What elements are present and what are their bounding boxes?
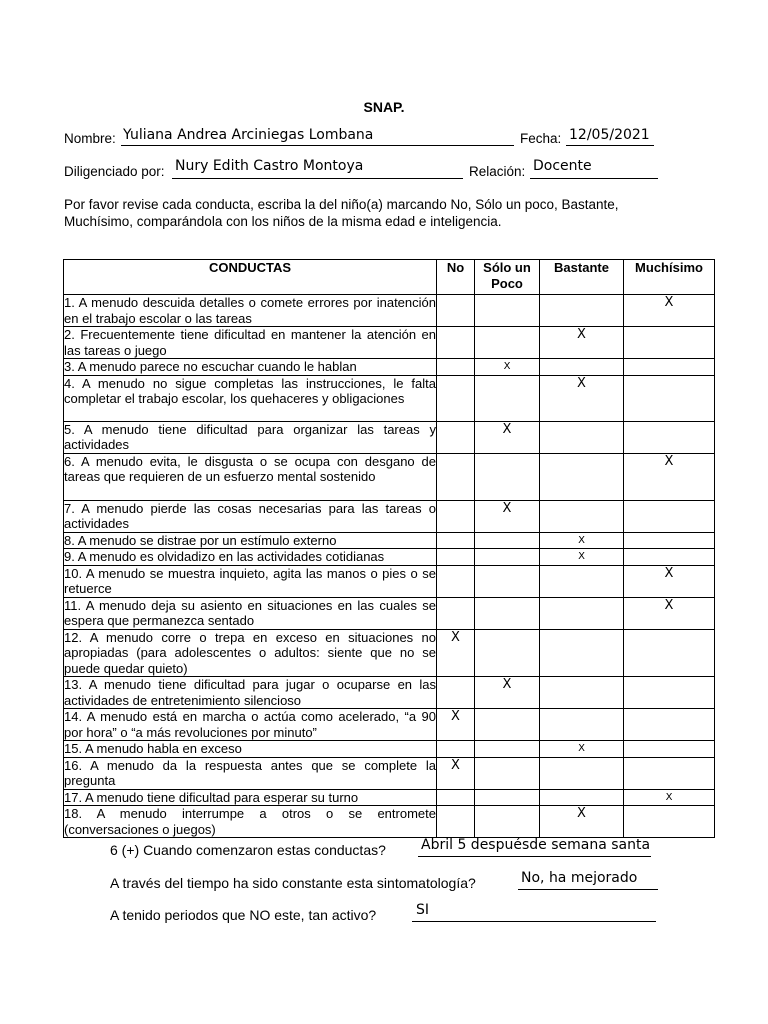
- mark-cell-muchisimo[interactable]: [624, 677, 715, 709]
- table-row: [64, 421, 715, 453]
- nombre-label: Nombre:: [64, 131, 116, 146]
- diligenciado-label: Diligenciado por:: [64, 164, 165, 179]
- page-title: SNAP.: [363, 99, 405, 115]
- question-2-label: A través del tiempo ha sido constante esta sintomatología?: [110, 875, 476, 891]
- mark-cell-no[interactable]: [437, 453, 475, 500]
- mark-cell-muchisimo[interactable]: X: [624, 597, 715, 629]
- mark-cell-no[interactable]: X: [437, 709, 475, 741]
- mark-cell-no[interactable]: [437, 421, 475, 453]
- mark-cell-no[interactable]: [437, 327, 475, 359]
- question-3-label: A tenido periodos que NO este, tan activo?: [110, 907, 377, 923]
- mark-cell-no[interactable]: [437, 806, 475, 838]
- mark-cell-solo-un-poco[interactable]: [475, 375, 540, 421]
- instructions-text: Por favor revise cada conducta, escriba la del niño(a) marcando No, Sólo un poco, Bastante, Muchísimo, comparándola con los niños de la misma edad e inteligencia.: [64, 197, 619, 229]
- question-3-underline: [412, 921, 656, 922]
- mark-cell-solo-un-poco[interactable]: [475, 565, 540, 597]
- mark-cell-muchisimo[interactable]: X: [624, 789, 715, 806]
- mark-cell-no[interactable]: [437, 375, 475, 421]
- mark-cell-no[interactable]: [437, 741, 475, 758]
- mark-cell-muchisimo[interactable]: [624, 359, 715, 376]
- mark-cell-solo-un-poco[interactable]: [475, 549, 540, 566]
- mark-cell-bastante[interactable]: [540, 421, 624, 453]
- mark-cell-no[interactable]: [437, 549, 475, 566]
- conducta-text: 8. A menudo se distrae por un estímulo externo: [64, 532, 437, 549]
- relacion-underline: [530, 178, 658, 179]
- mark-cell-solo-un-poco[interactable]: [475, 532, 540, 549]
- question-1-answer[interactable]: Abril 5 despuésde semana santa: [421, 837, 651, 853]
- conducta-text: 14. A menudo está en marcha o actúa como acelerado, “a 90 por hora” o “a más revoluciones por minuto”: [64, 709, 436, 740]
- table-row: [64, 789, 715, 806]
- nombre-underline: [121, 145, 514, 146]
- conductas-table: [63, 259, 715, 838]
- mark-cell-bastante[interactable]: [540, 757, 624, 789]
- table-row: [64, 549, 715, 566]
- conducta-text: 15. A menudo habla en exceso: [64, 741, 437, 758]
- mark-cell-no[interactable]: [437, 789, 475, 806]
- conductas-table-body: [64, 295, 715, 838]
- question-1-underline: [418, 856, 651, 857]
- conducta-text: 3. A menudo parece no escuchar cuando le hablan: [64, 359, 437, 376]
- mark-cell-bastante[interactable]: X: [540, 532, 624, 549]
- table-row: [64, 757, 715, 789]
- mark-cell-no[interactable]: [437, 597, 475, 629]
- conducta-text: 12. A menudo corre o trepa en exceso en situaciones no apropiadas (para adolescentes o adultos: siente que no se puede quedar quieto): [64, 629, 436, 676]
- table-row: [64, 597, 715, 629]
- mark-cell-muchisimo[interactable]: [624, 709, 715, 741]
- relacion-label: Relación:: [469, 164, 526, 179]
- mark-cell-bastante[interactable]: [540, 789, 624, 806]
- question-2-answer[interactable]: No, ha mejorado: [521, 870, 638, 886]
- table-row: [64, 375, 715, 421]
- table-row: [64, 532, 715, 549]
- mark-cell-muchisimo[interactable]: [624, 532, 715, 549]
- table-row: [64, 453, 715, 500]
- mark-cell-bastante[interactable]: [540, 709, 624, 741]
- table-row: [64, 500, 715, 532]
- mark-cell-solo-un-poco[interactable]: [475, 629, 540, 677]
- conducta-text: 16. A menudo da la respuesta antes que se complete la pregunta: [64, 757, 436, 788]
- table-row: [64, 629, 715, 677]
- mark-cell-muchisimo[interactable]: X: [624, 453, 715, 500]
- mark-cell-solo-un-poco[interactable]: X: [475, 677, 540, 709]
- header-muchisimo: Muchísimo: [624, 260, 715, 295]
- mark-cell-bastante[interactable]: [540, 629, 624, 677]
- question-3-answer[interactable]: SI: [416, 902, 430, 918]
- mark-cell-bastante[interactable]: X: [540, 375, 624, 421]
- table-row: [64, 677, 715, 709]
- question-2-underline: [518, 889, 658, 890]
- mark-cell-muchisimo[interactable]: [624, 741, 715, 758]
- mark-cell-bastante[interactable]: [540, 677, 624, 709]
- mark-cell-bastante[interactable]: X: [540, 327, 624, 359]
- mark-cell-muchisimo[interactable]: [624, 327, 715, 359]
- mark-cell-muchisimo[interactable]: X: [624, 295, 715, 327]
- mark-cell-muchisimo[interactable]: X: [624, 565, 715, 597]
- mark-cell-no[interactable]: X: [437, 629, 475, 677]
- conducta-text: 18. A menudo interrumpe a otros o se entromete (conversaciones o juegos): [64, 806, 436, 837]
- mark-cell-solo-un-poco[interactable]: X: [475, 359, 540, 376]
- header-no: No: [437, 260, 475, 295]
- mark-cell-solo-un-poco[interactable]: [475, 789, 540, 806]
- mark-cell-bastante[interactable]: X: [540, 806, 624, 838]
- conducta-text: 6. A menudo evita, le disgusta o se ocupa con desgano de tareas que requieren de un esfuerzo mental sostenido: [64, 453, 437, 500]
- table-row: [64, 806, 715, 838]
- header-conductas: CONDUCTAS: [64, 260, 437, 295]
- question-1-label: 6 (+) Cuando comenzaron estas conductas?: [110, 842, 386, 858]
- header-bastante: Bastante: [540, 260, 624, 295]
- fecha-field[interactable]: 12/05/2021: [569, 127, 650, 143]
- mark-cell-solo-un-poco[interactable]: [475, 453, 540, 500]
- mark-cell-no[interactable]: [437, 565, 475, 597]
- diligenciado-underline: [172, 178, 463, 179]
- mark-cell-bastante[interactable]: [540, 359, 624, 376]
- mark-cell-no[interactable]: [437, 359, 475, 376]
- fecha-underline: [566, 145, 654, 146]
- conducta-text: 5. A menudo tiene dificultad para organizar las tareas y actividades: [64, 421, 436, 452]
- mark-cell-solo-un-poco[interactable]: [475, 295, 540, 327]
- fecha-label: Fecha:: [520, 131, 562, 146]
- mark-cell-muchisimo[interactable]: [624, 549, 715, 566]
- mark-cell-solo-un-poco[interactable]: [475, 709, 540, 741]
- conducta-text: 17. A menudo tiene dificultad para esperar su turno: [64, 789, 437, 806]
- mark-cell-bastante[interactable]: [540, 565, 624, 597]
- mark-cell-no[interactable]: X: [437, 757, 475, 789]
- mark-cell-solo-un-poco[interactable]: X: [475, 500, 540, 532]
- mark-cell-solo-un-poco[interactable]: X: [475, 421, 540, 453]
- mark-cell-muchisimo[interactable]: [624, 757, 715, 789]
- table-row: [64, 359, 715, 376]
- mark-cell-solo-un-poco[interactable]: [475, 741, 540, 758]
- mark-cell-bastante[interactable]: [540, 597, 624, 629]
- diligenciado-field[interactable]: Nury Edith Castro Montoya: [175, 158, 364, 174]
- table-row: [64, 295, 715, 327]
- mark-cell-solo-un-poco[interactable]: [475, 806, 540, 838]
- mark-cell-solo-un-poco[interactable]: [475, 597, 540, 629]
- nombre-field[interactable]: Yuliana Andrea Arciniegas Lombana: [123, 127, 374, 143]
- mark-cell-solo-un-poco[interactable]: [475, 327, 540, 359]
- table-row: [64, 741, 715, 758]
- mark-cell-no[interactable]: [437, 532, 475, 549]
- conducta-text: 7. A menudo pierde las cosas necesarias para las tareas o actividades: [64, 500, 436, 531]
- table-row: [64, 327, 715, 359]
- mark-cell-no[interactable]: [437, 295, 475, 327]
- mark-cell-muchisimo[interactable]: [624, 421, 715, 453]
- header-solo-un-poco: Sólo un Poco: [475, 260, 540, 295]
- mark-cell-muchisimo[interactable]: [624, 806, 715, 838]
- conducta-text: 9. A menudo es olvidadizo en las actividades cotidianas: [64, 549, 437, 566]
- mark-cell-muchisimo[interactable]: [624, 629, 715, 677]
- relacion-field[interactable]: Docente: [533, 158, 592, 174]
- mark-cell-muchisimo[interactable]: [624, 500, 715, 532]
- conducta-text: 4. A menudo no sigue completas las instrucciones, le falta completar el trabajo escolar, los quehaceres y obligaciones: [64, 375, 437, 421]
- mark-cell-no[interactable]: [437, 500, 475, 532]
- conducta-text: 11. A menudo deja su asiento en situaciones en las cuales se espera que permanezca sentado: [64, 597, 436, 628]
- conducta-text: 2. Frecuentemente tiene dificultad en mantener la atención en las tareas o juego: [64, 327, 436, 358]
- conducta-text: 13. A menudo tiene dificultad para jugar o ocuparse en las actividades de entretenimiento silencioso: [64, 677, 436, 708]
- table-row: [64, 709, 715, 741]
- mark-cell-bastante[interactable]: [540, 500, 624, 532]
- mark-cell-bastante[interactable]: X: [540, 549, 624, 566]
- table-row: [64, 565, 715, 597]
- mark-cell-muchisimo[interactable]: [624, 375, 715, 421]
- mark-cell-bastante[interactable]: X: [540, 741, 624, 758]
- conducta-text: 1. A menudo descuida detalles o comete errores por inatención en el trabajo escolar o las tareas: [64, 295, 436, 326]
- mark-cell-solo-un-poco[interactable]: [475, 757, 540, 789]
- mark-cell-no[interactable]: [437, 677, 475, 709]
- mark-cell-bastante[interactable]: [540, 295, 624, 327]
- mark-cell-bastante[interactable]: [540, 453, 624, 500]
- conducta-text: 10. A menudo se muestra inquieto, agita las manos o pies o se retuerce: [64, 565, 436, 596]
